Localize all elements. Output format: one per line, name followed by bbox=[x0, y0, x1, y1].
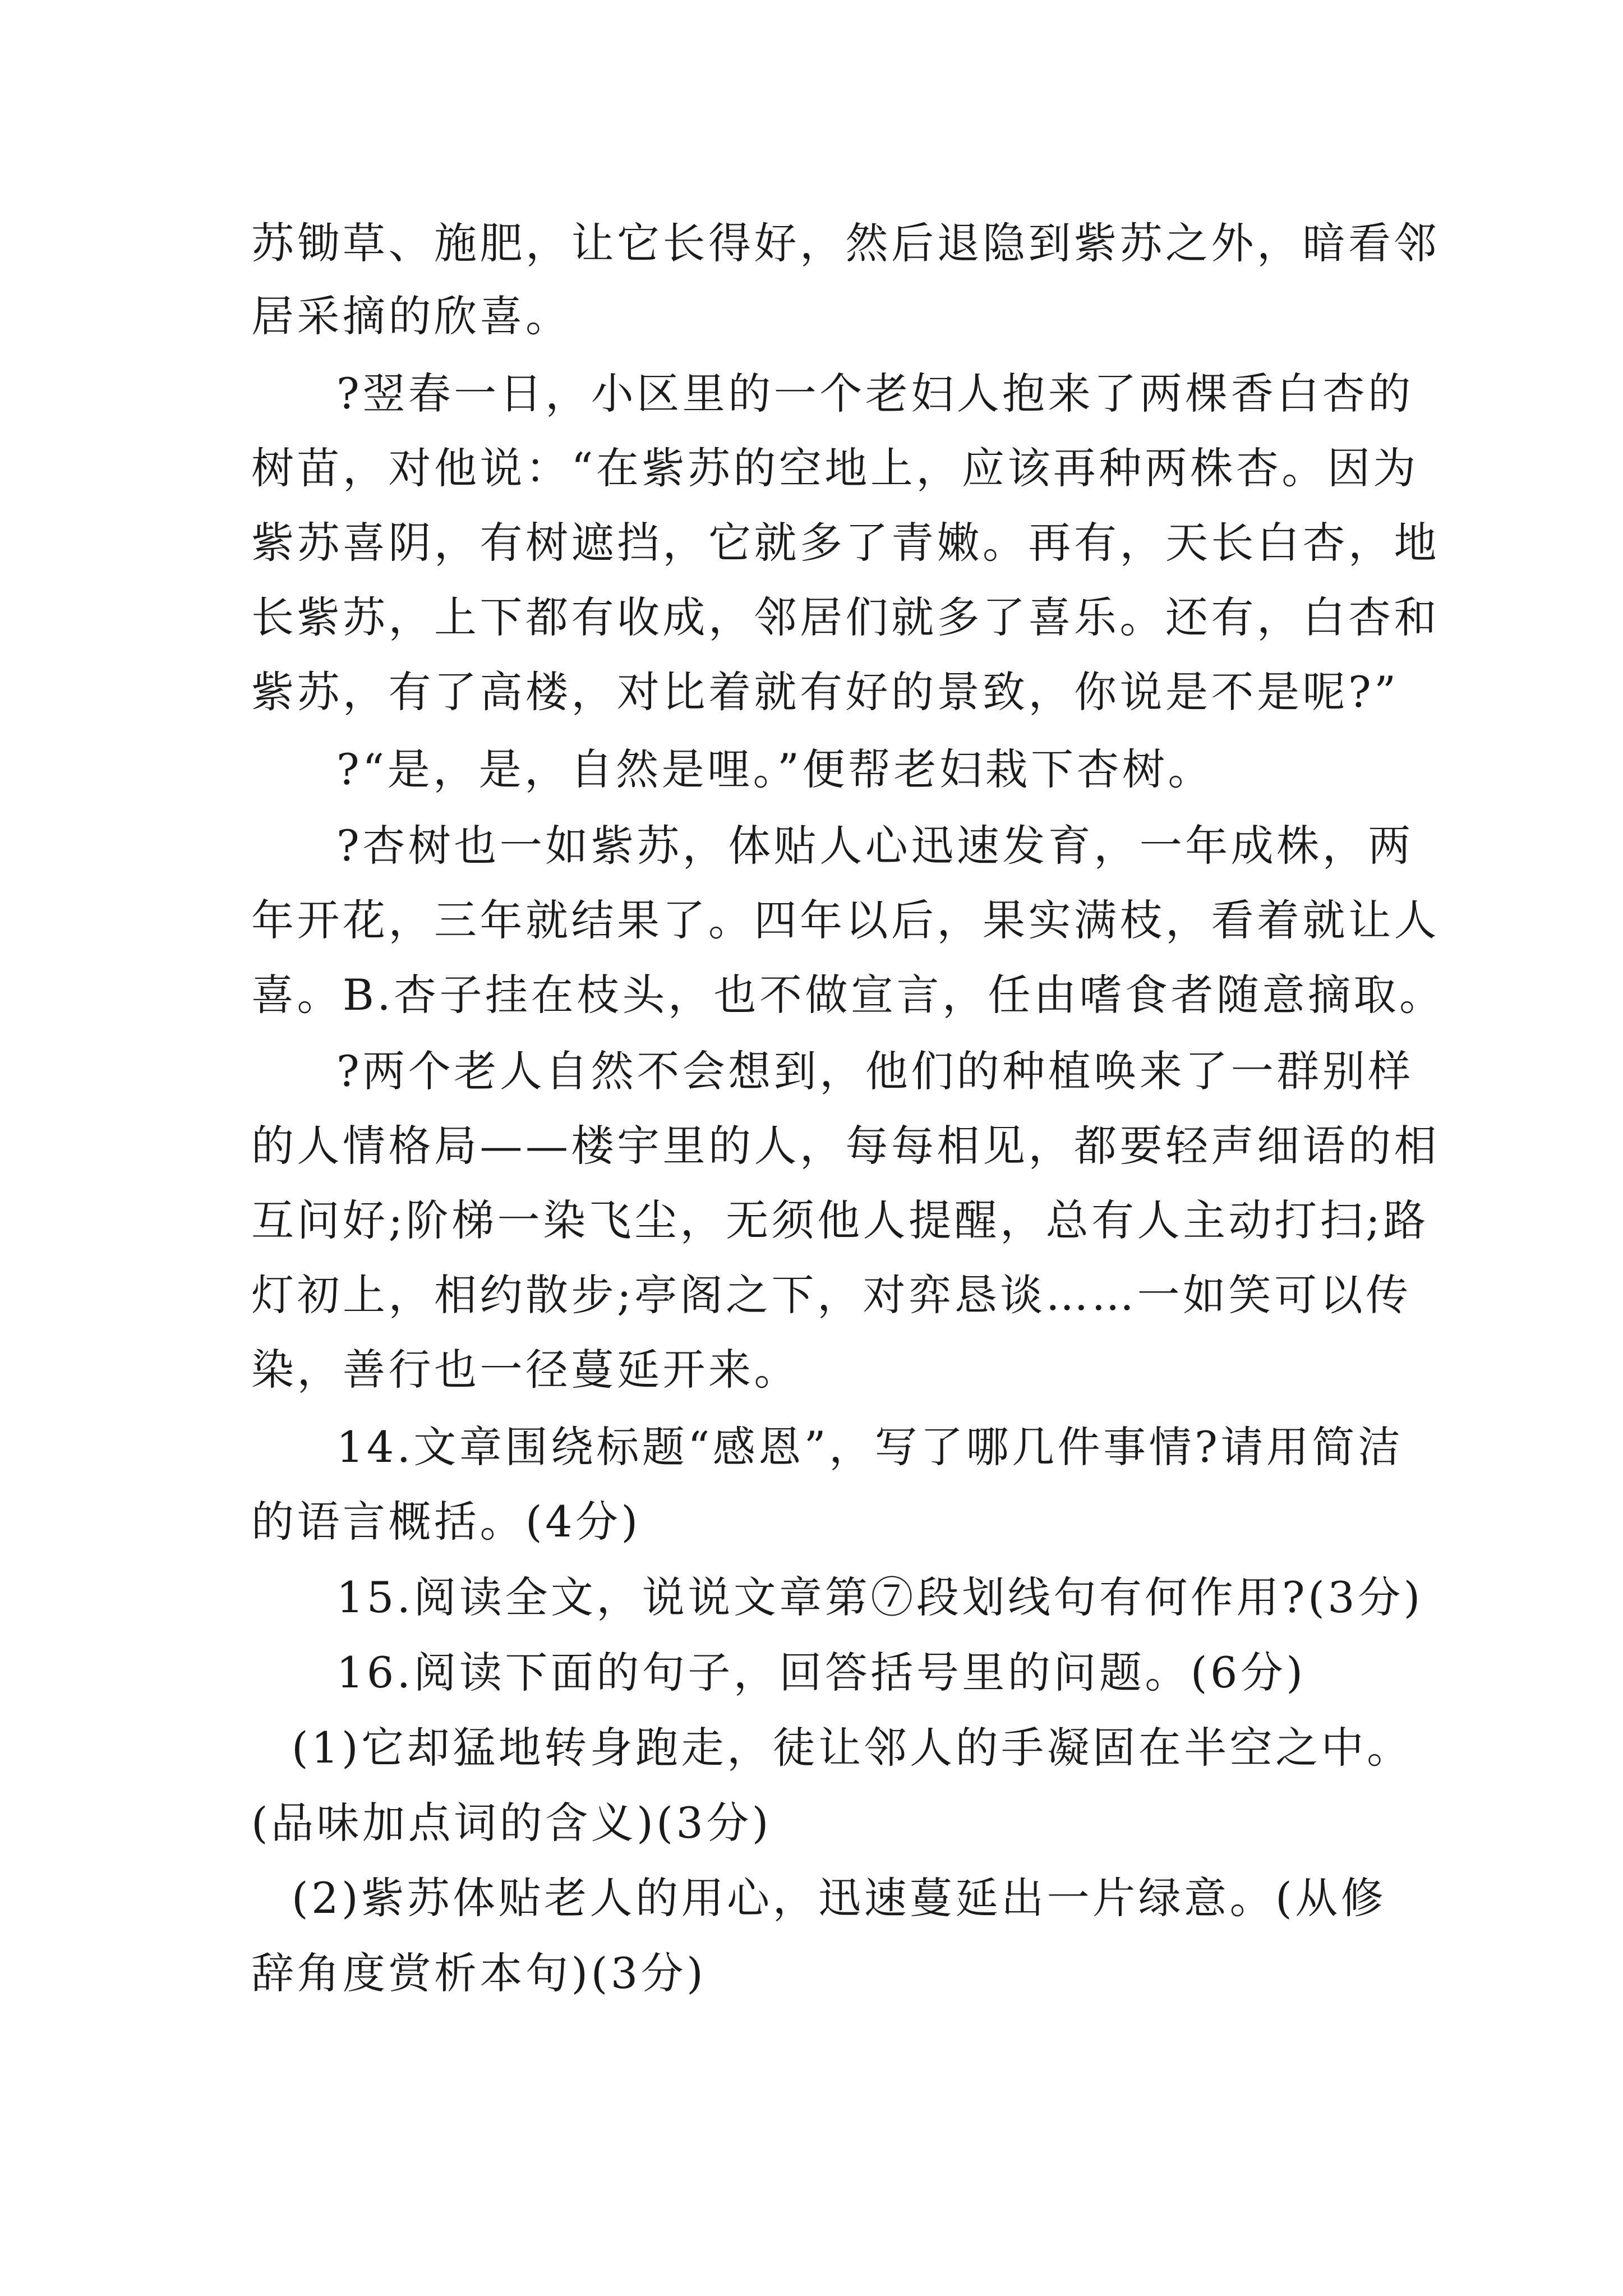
question-16-sub-2-line-1: (2)紫苏体贴老人的用心，迅速蔓延出一片绿意。(从修 bbox=[292, 1873, 1387, 1923]
text-line-15: 灯初上，相约散步;亭阁之下，对弈恳谈……一如笑可以传 bbox=[251, 1270, 1412, 1320]
question-14-line-2: 的语言概括。(4分) bbox=[251, 1497, 641, 1547]
text-line-11: 喜。B.杏子挂在枝头，也不做宣言，任由嗜食者随意摘取。 bbox=[251, 970, 1445, 1020]
text-line-5: 紫苏喜阴，有树遮挡，它就多了青嫩。再有，天长白杏，地 bbox=[251, 518, 1440, 568]
paragraph-start-line: ?杏树也一如紫苏，体贴人心迅速发育，一年成株，两 bbox=[336, 821, 1414, 871]
text-line-10: 年开花，三年就结果了。四年以后，果实满枝，看着就让人 bbox=[251, 895, 1440, 945]
question-16-sub-1-line-2: (品味加点词的含义)(3分) bbox=[251, 1798, 772, 1848]
text-line-6: 长紫苏，上下都有收成，邻居们就多了喜乐。还有，白杏和 bbox=[251, 592, 1440, 642]
paragraph-start-line: ?“是，是，自然是哩。”便帮老妇栽下杏树。 bbox=[336, 744, 1214, 794]
paragraph-start-line: ?翌春一日，小区里的一个老妇人抱来了两棵香白杏的 bbox=[336, 369, 1414, 418]
text-line-2: 居采摘的欣喜。 bbox=[251, 291, 571, 341]
question-15: 15.阅读全文，说说文章第⑦段划线句有何作用?(3分) bbox=[336, 1572, 1423, 1622]
text-line-16: 染，善行也一径蔓延开来。 bbox=[251, 1345, 800, 1395]
question-16-sub-2-line-2: 辞角度赏析本句)(3分) bbox=[251, 1948, 707, 1998]
text-line-13: 的人情格局——楼宇里的人，每每相见，都要轻声细语的相 bbox=[251, 1121, 1440, 1171]
question-16: 16.阅读下面的句子，回答括号里的问题。(6分) bbox=[336, 1648, 1306, 1697]
question-14-line-1: 14.文章围绕标题“感恩”，写了哪几件事情?请用简洁 bbox=[336, 1422, 1404, 1472]
text-line-4: 树苗，对他说：“在紫苏的空地上，应该再种两株杏。因为 bbox=[251, 443, 1419, 493]
question-16-sub-1-line-1: (1)它却猛地转身跑走，徒让邻人的手凝固在半空之中。 bbox=[292, 1723, 1413, 1773]
paragraph-start-line: ?两个老人自然不会想到，他们的种植唤来了一群别样 bbox=[336, 1046, 1414, 1096]
text-line-14: 互问好;阶梯一染飞尘，无须他人提醒，总有人主动打扫;路 bbox=[251, 1195, 1429, 1245]
text-line-7: 紫苏，有了高楼，对比着就有好的景致，你说是不是呢?” bbox=[251, 667, 1399, 717]
text-line-1: 苏锄草、施肥，让它长得好，然后退隐到紫苏之外，暗看邻 bbox=[251, 218, 1440, 268]
